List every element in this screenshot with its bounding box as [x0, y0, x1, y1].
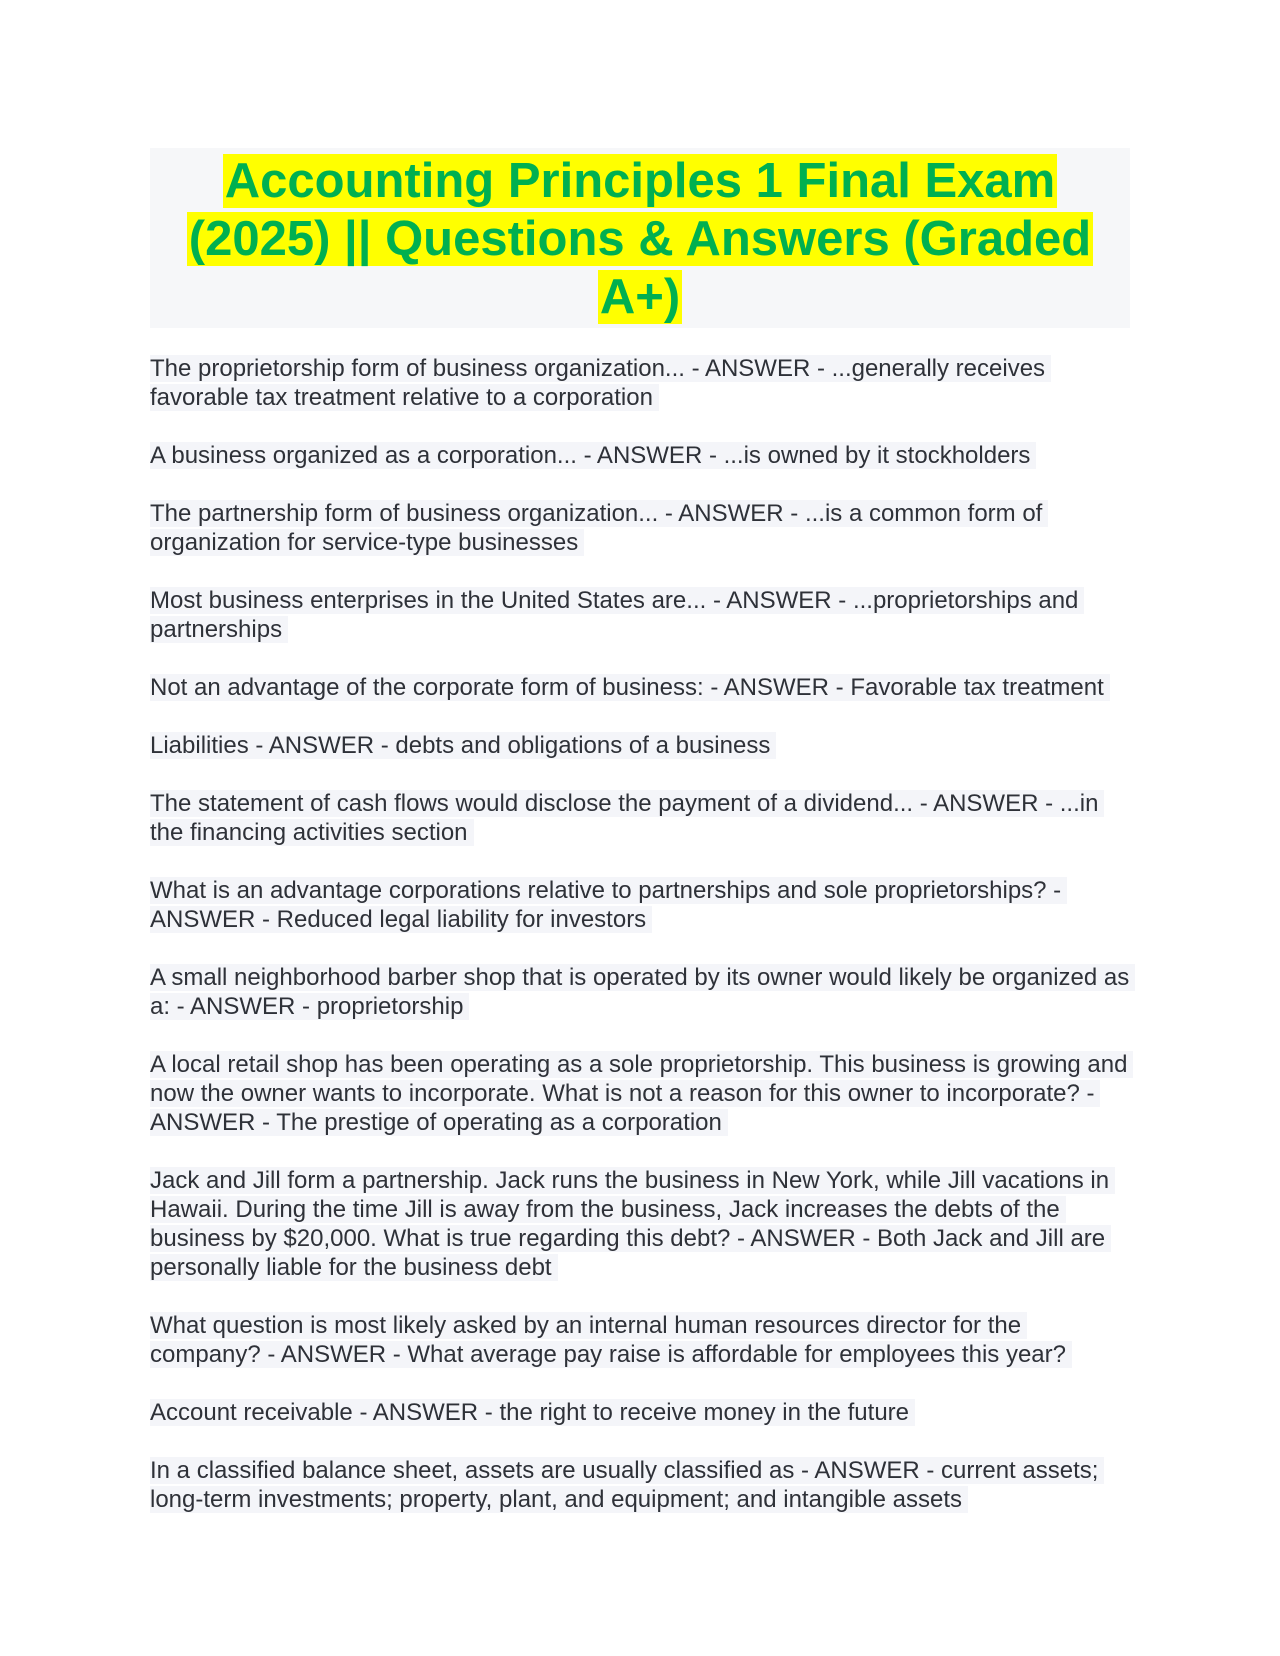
qa-item: [150, 1311, 1130, 1369]
qa-text: The proprietorship form of business organization... - ANSWER - ...generally receives favorable tax treatment relative to a corporation: [150, 355, 1051, 411]
qa-item: [150, 441, 1130, 470]
qa-text: Account receivable - ANSWER - the right to receive money in the future: [150, 1399, 915, 1426]
qa-text: In a classified balance sheet, assets are usually classified as - ANSWER - current assets; long-term investments; property, plant, and equipment; and intangible assets: [150, 1457, 1104, 1513]
qa-item: [150, 586, 1130, 644]
qa-item: [150, 789, 1130, 847]
qa-text: A business organized as a corporation... - ANSWER - ...is owned by it stockholders: [150, 442, 1036, 469]
qa-text: What is an advantage corporations relative to partnerships and sole proprietorships? - ANSWER - Reduced legal liability for investors: [150, 877, 1067, 933]
qa-item: [150, 1398, 1130, 1427]
document-page: [150, 148, 1130, 1543]
qa-text: A local retail shop has been operating as a sole proprietorship. This business is growing and now the owner wants to incorporate. What is not a reason for this owner to incorporate? - ANSWER - The prestige of operating as a corporation: [150, 1051, 1133, 1136]
qa-list: [150, 354, 1130, 1514]
qa-text: A small neighborhood barber shop that is operated by its owner would likely be organized as a: - ANSWER - proprietorship: [150, 964, 1135, 1020]
qa-item: [150, 499, 1130, 557]
qa-item: [150, 673, 1130, 702]
qa-text: The partnership form of business organization... - ANSWER - ...is a common form of organization for service-type businesses: [150, 500, 1048, 556]
document-title: Accounting Principles 1 Final Exam (2025) || Questions & Answers (Graded A+): [188, 154, 1092, 324]
qa-item: [150, 1456, 1130, 1514]
qa-item: [150, 963, 1130, 1021]
qa-text: The statement of cash flows would disclose the payment of a dividend... - ANSWER - ...in the financing activities section: [150, 790, 1104, 846]
qa-item: [150, 1050, 1130, 1137]
qa-item: [150, 731, 1130, 760]
qa-item: [150, 1166, 1130, 1282]
qa-text: Jack and Jill form a partnership. Jack runs the business in New York, while Jill vacations in Hawaii. During the time Jill is away from the business, Jack increases the debts of the business by $20,000. What is true regarding this debt? - ANSWER - Both Jack and Jill are personally liable for the business debt: [150, 1167, 1115, 1281]
qa-text: Liabilities - ANSWER - debts and obligations of a business: [150, 732, 776, 759]
qa-item: [150, 876, 1130, 934]
qa-text: What question is most likely asked by an internal human resources director for the company? - ANSWER - What average pay raise is affordable for employees this year?: [150, 1312, 1072, 1368]
qa-item: [150, 354, 1130, 412]
qa-text: Not an advantage of the corporate form of business: - ANSWER - Favorable tax treatment: [150, 674, 1110, 701]
title-block: [150, 148, 1130, 328]
qa-text: Most business enterprises in the United States are... - ANSWER - ...proprietorships and partnerships: [150, 587, 1084, 643]
